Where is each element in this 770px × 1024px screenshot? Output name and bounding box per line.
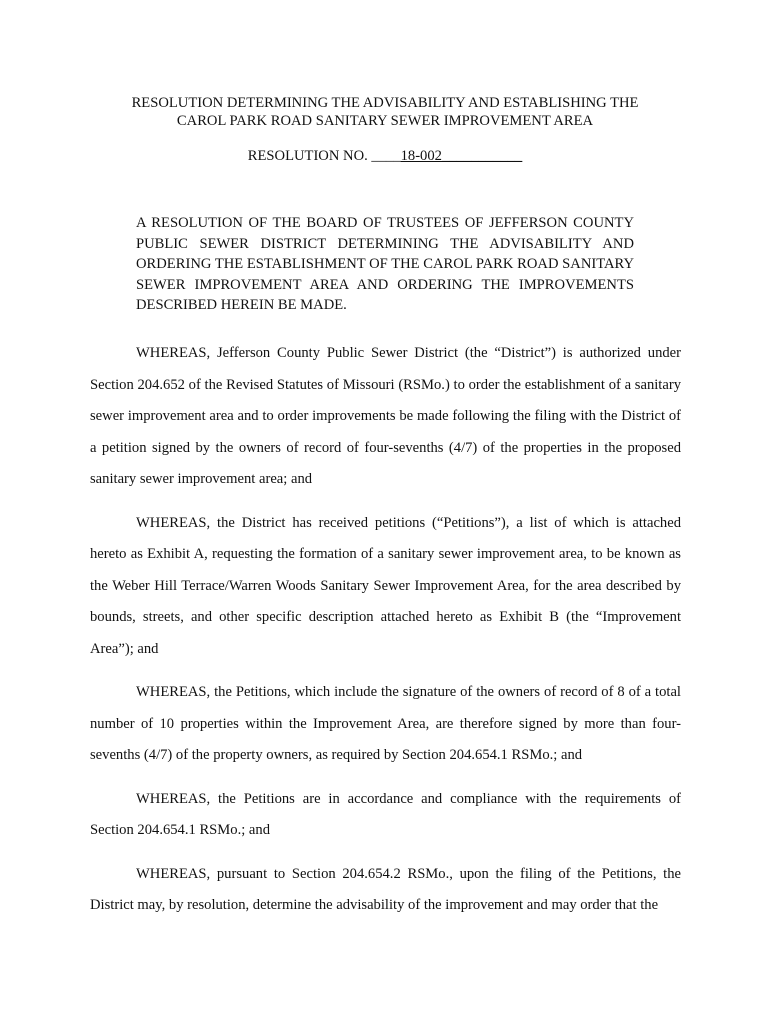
whereas-paragraph-2: WHEREAS, the District has received petitions (“Petitions”), a list of which is attached hereto as Exhibit A, requesting the formation of a sanitary sewer improvement area, to be known as the Weber Hill Terrace/Warren Woods Sanitary Sewer Improvement Area, for the area described by bounds, streets, and other specific description attached hereto as Exhibit B (the “Improvement Area”); and bbox=[90, 514, 681, 657]
whereas-paragraph-3: WHEREAS, the Petitions, which include the signature of the owners of record of 8 of a total number of 10 properties within the Improvement Area, are therefore signed by more than four-sevenths (4/7) of the property owners, as required by Section 204.654.1 RSMo.; and bbox=[90, 684, 681, 763]
whereas-paragraph-5: WHEREAS, pursuant to Section 204.654.2 RSMo., upon the filing of the Petitions, the District may, by resolution, determine the advisability of the improvement and may order that the bbox=[90, 865, 681, 913]
resolution-number-value: 18-002___________ bbox=[400, 148, 523, 164]
intro-paragraph: A RESOLUTION OF THE BOARD OF TRUSTEES OF JEFFERSON COUNTY PUBLIC SEWER DISTRICT DETERMINING THE ADVISABILITY AND ORDERING THE ESTABLISHMENT OF THE CAROL PARK ROAD SANITARY SEWER IMPROVEMENT AREA AND ORDERING THE IMPROVEMENTS DESCRIBED HEREIN BE MADE. bbox=[136, 215, 634, 314]
whereas-paragraph-4: WHEREAS, the Petitions are in accordance and compliance with the requirements of Section 204.654.1 RSMo.; and bbox=[90, 790, 681, 838]
resolution-number bbox=[90, 147, 680, 165]
document-body bbox=[90, 338, 681, 934]
title-line-2: CAROL PARK ROAD SANITARY SEWER IMPROVEMENT AREA bbox=[176, 113, 594, 129]
resolution-number-label: RESOLUTION NO. ____ bbox=[247, 148, 401, 164]
title-line-1: RESOLUTION DETERMINING THE ADVISABILITY AND ESTABLISHING THE bbox=[131, 95, 639, 111]
whereas-paragraph-1: WHEREAS, Jefferson County Public Sewer District (the “District”) is authorized under Section 204.652 of the Revised Statutes of Missouri (RSMo.) to order the establishment of a sanitary sewer improvement area and to order improvements be made following the filing with the District of a petition signed by the owners of record of four-sevenths (4/7) of the properties in the proposed sanitary sewer improvement area; and bbox=[90, 345, 681, 487]
resolution-title bbox=[90, 94, 680, 130]
